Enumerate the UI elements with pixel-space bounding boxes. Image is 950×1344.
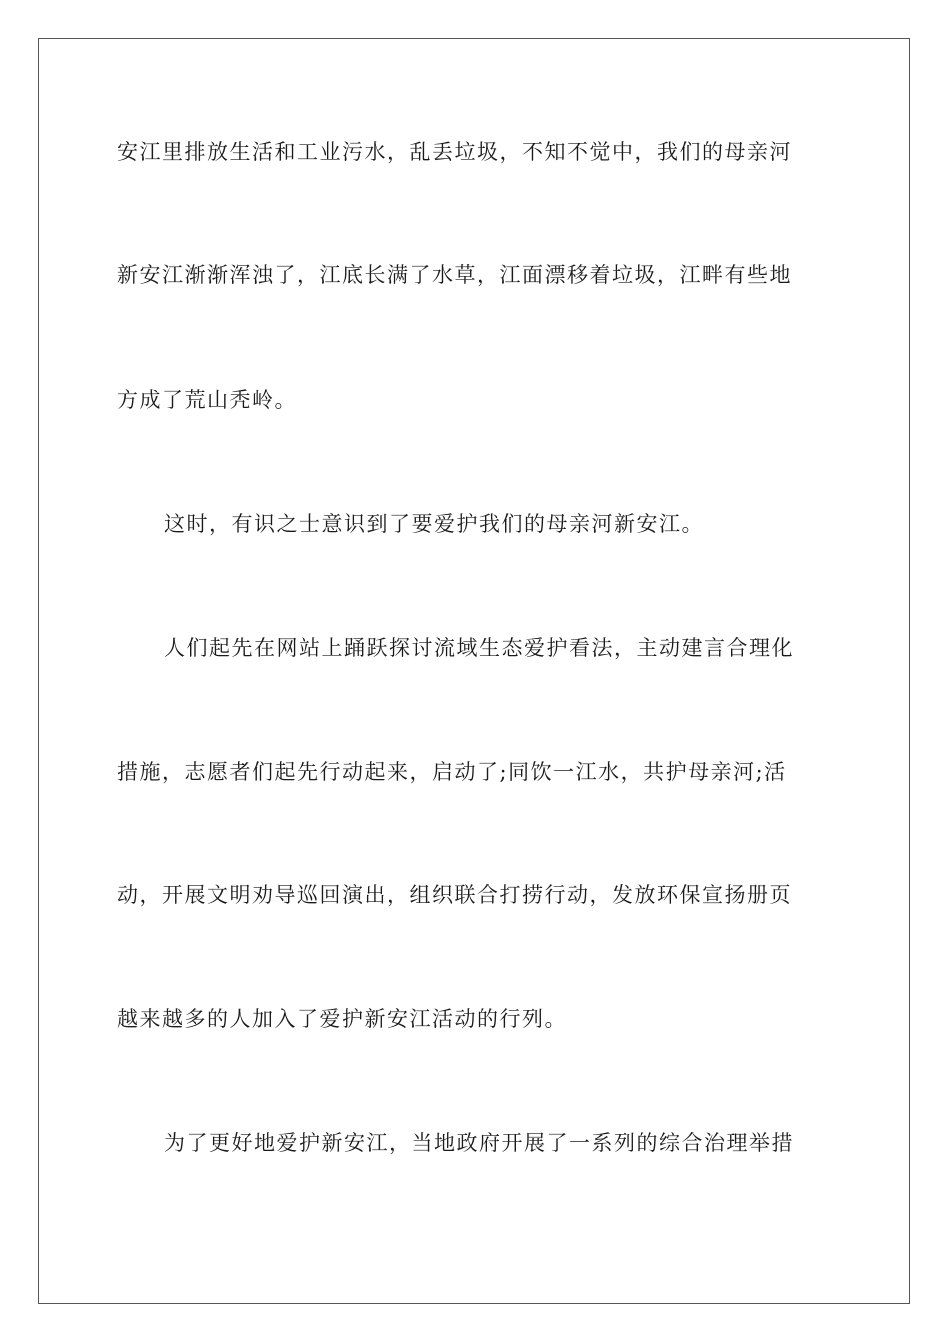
text-line-2: 新安江渐渐浑浊了，江底长满了水草，江面漂移着垃圾，江畔有些地: [117, 263, 792, 287]
text-line-1: 安江里排放生活和工业污水，乱丢垃圾，不知不觉中，我们的母亲河: [117, 140, 792, 164]
text-line-6: 措施，志愿者们起先行动起来，启动了;同饮一江水，共护母亲河;活: [117, 760, 787, 784]
text-line-3: 方成了荒山秃岭。: [117, 388, 297, 412]
text-line-4: 这时，有识之士意识到了要爱护我们的母亲河新安江。: [164, 512, 704, 536]
text-line-8: 越来越多的人加入了爱护新安江活动的行列。: [117, 1007, 567, 1031]
text-line-9: 为了更好地爱护新安江，当地政府开展了一系列的综合治理举措: [164, 1131, 794, 1155]
text-line-7: 动，开展文明劝导巡回演出，组织联合打捞行动，发放环保宣扬册页: [117, 883, 792, 907]
page-border: [38, 38, 910, 1304]
text-line-5: 人们起先在网站上踊跃探讨流域生态爱护看法，主动建言合理化: [164, 636, 794, 660]
